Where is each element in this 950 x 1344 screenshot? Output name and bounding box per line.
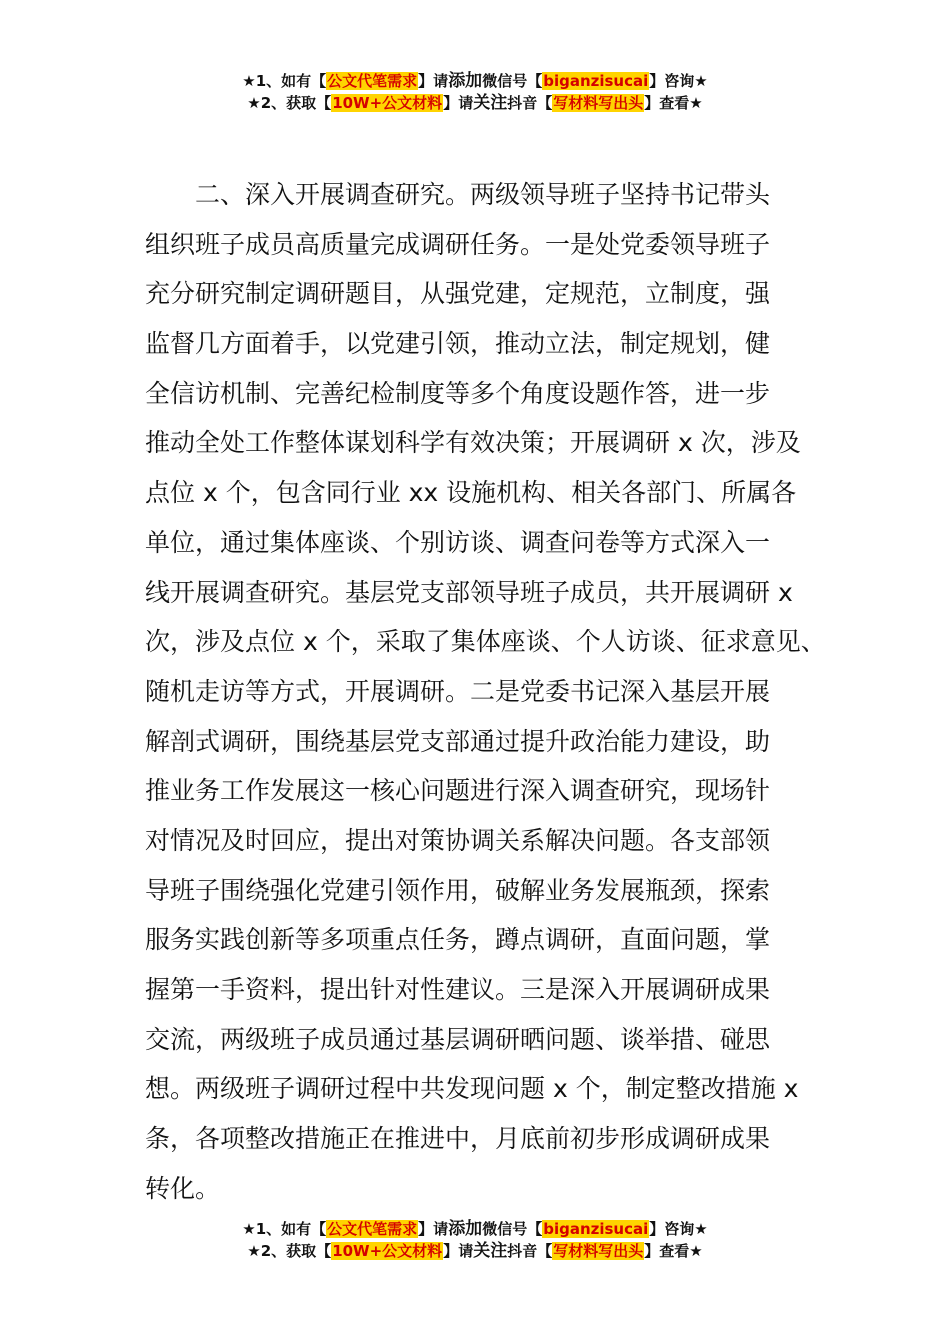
banner-text: 】咨询★ bbox=[649, 72, 708, 90]
paragraph-line: 服务实践创新等多项重点任务，蹲点调研，直面问题，掌 bbox=[145, 925, 771, 955]
paragraph-line: 全信访机制、完善纪检制度等多个角度设题作答，进一步 bbox=[145, 378, 771, 408]
banner-text: 】查看★ bbox=[644, 94, 703, 112]
paragraph-line: 充分研究制定调研题目，从强党建，定规范，立制度，强 bbox=[145, 279, 771, 309]
paragraph-line: 推动全处工作整体谋划科学有效决策；开展调研 x 次，涉及 bbox=[145, 428, 801, 458]
paragraph-line: 二、深入开展调查研究。两级领导班子坚持书记带头 bbox=[145, 180, 771, 209]
banner-text-emphasis: 关注 bbox=[473, 1241, 508, 1261]
banner-text: 微信号【 bbox=[482, 72, 543, 90]
body-paragraph bbox=[145, 170, 835, 1213]
banner-line-2 bbox=[0, 92, 950, 114]
banner-text: 】请 bbox=[443, 94, 474, 112]
paragraph-line: 随机走访等方式，开展调研。二是党委书记深入基层开展 bbox=[145, 676, 771, 706]
banner-text: 抖音【 bbox=[507, 1242, 553, 1260]
banner-text: 】咨询★ bbox=[649, 1220, 708, 1238]
banner-text: ★2、获取【 bbox=[247, 1242, 332, 1260]
highlight-label: 写材料写出头 bbox=[553, 1242, 644, 1260]
paragraph-line: 单位，通过集体座谈、个别访谈、调查问卷等方式深入一 bbox=[145, 527, 771, 557]
paragraph-line: 监督几方面着手，以党建引领，推动立法，制定规划，健 bbox=[145, 329, 771, 359]
highlight-label: 公文代笔需求 bbox=[327, 72, 418, 90]
paragraph-line: 握第一手资料，提出针对性建议。三是深入开展调研成果 bbox=[145, 975, 771, 1004]
banner-line-1 bbox=[0, 70, 950, 92]
banner-text: 微信号【 bbox=[482, 1220, 543, 1238]
highlight-label: 10W+公文材料 bbox=[332, 94, 443, 112]
highlight-label: biganzisucai bbox=[543, 1220, 649, 1238]
banner-text: ★1、如有【 bbox=[242, 72, 327, 90]
paragraph-line: 点位 x 个，包含同行业 xx 设施机构、相关各部门、所属各 bbox=[145, 478, 797, 508]
header-banner bbox=[0, 70, 950, 114]
highlight-label: biganzisucai bbox=[543, 72, 649, 90]
paragraph-line: 交流，两级班子成员通过基层调研晒问题、谈举措、碰思 bbox=[145, 1024, 771, 1054]
banner-text: 】请 bbox=[443, 1242, 474, 1260]
banner-line-1 bbox=[0, 1218, 950, 1240]
banner-text-emphasis: 添加 bbox=[448, 71, 483, 91]
highlight-label: 写材料写出头 bbox=[553, 94, 644, 112]
paragraph-line: 导班子围绕强化党建引领作用，破解业务发展瓶颈，探索 bbox=[145, 875, 771, 905]
banner-text: ★2、获取【 bbox=[247, 94, 332, 112]
paragraph-line: 组织班子成员高质量完成调研任务。一是处党委领导班子 bbox=[145, 229, 771, 259]
highlight-label: 10W+公文材料 bbox=[332, 1242, 443, 1260]
banner-line-2 bbox=[0, 1240, 950, 1262]
highlight-label: 公文代笔需求 bbox=[327, 1220, 418, 1238]
paragraph-line: 对情况及时回应，提出对策协调关系解决问题。各支部领 bbox=[145, 825, 771, 855]
paragraph-line: 次，涉及点位 x 个，采取了集体座谈、个人访谈、征求意见、 bbox=[145, 627, 826, 657]
paragraph-line: 转化。 bbox=[145, 1173, 221, 1203]
paragraph-line: 解剖式调研，围绕基层党支部通过提升政治能力建设，助 bbox=[145, 726, 771, 756]
banner-text: 】查看★ bbox=[644, 1242, 703, 1260]
paragraph-line: 条，各项整改措施正在推进中，月底前初步形成调研成果 bbox=[145, 1124, 771, 1154]
banner-text-emphasis: 关注 bbox=[473, 93, 508, 113]
footer-banner bbox=[0, 1218, 950, 1262]
paragraph-line: 线开展调查研究。基层党支部领导班子成员，共开展调研 x bbox=[145, 577, 793, 607]
banner-text: 】请 bbox=[418, 1220, 449, 1238]
paragraph-line: 想。两级班子调研过程中共发现问题 x 个，制定整改措施 x bbox=[145, 1074, 799, 1104]
banner-text-emphasis: 添加 bbox=[448, 1219, 483, 1239]
banner-text: 】请 bbox=[418, 72, 449, 90]
banner-text: 抖音【 bbox=[507, 94, 553, 112]
paragraph-line: 推业务工作发展这一核心问题进行深入调查研究，现场针 bbox=[145, 776, 771, 806]
banner-text: ★1、如有【 bbox=[242, 1220, 327, 1238]
